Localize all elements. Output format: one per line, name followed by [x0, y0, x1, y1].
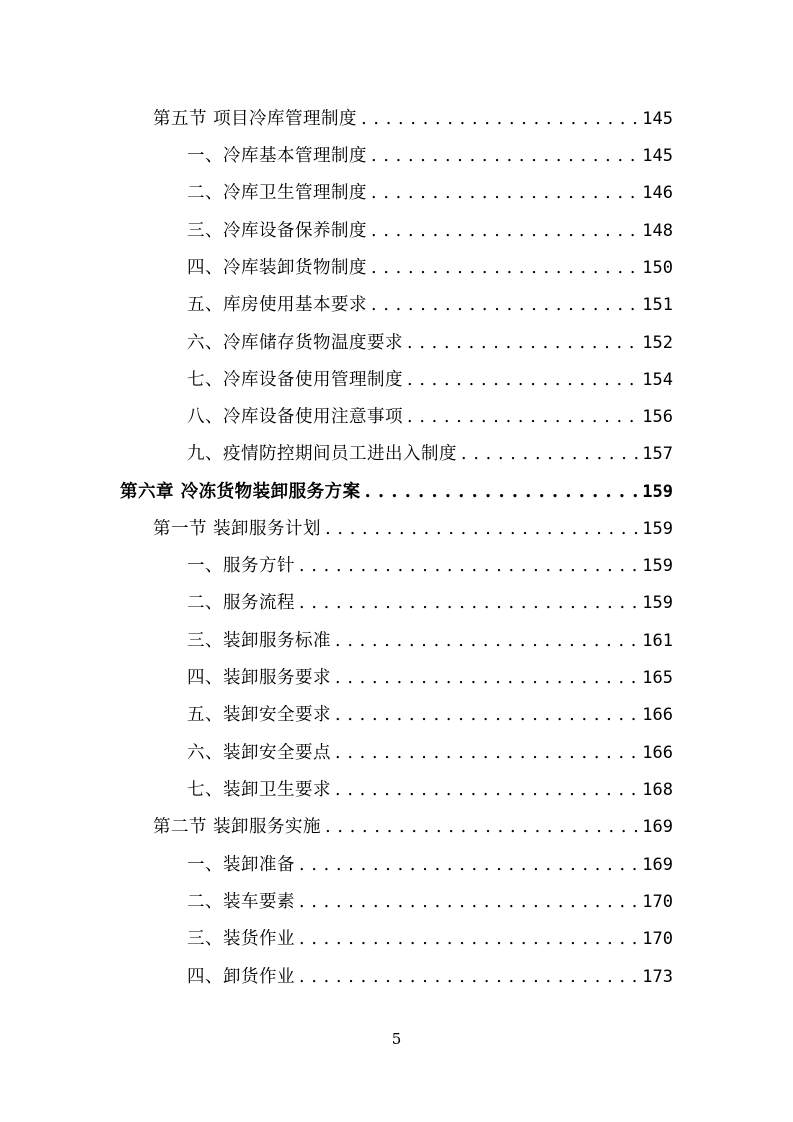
- toc-entry-label: 二、服务流程: [187, 593, 295, 613]
- toc-entry-label: 六、装卸安全要点: [187, 743, 331, 763]
- toc-entry[interactable]: [153, 514, 673, 544]
- toc-entry[interactable]: [187, 216, 673, 246]
- toc-entry-page: 169: [642, 817, 673, 837]
- toc-entry-label: 一、冷库基本管理制度: [187, 146, 367, 166]
- toc-entry[interactable]: [187, 402, 673, 432]
- toc-entry-page: 161: [642, 631, 673, 651]
- toc-entry-label: 四、卸货作业: [187, 967, 295, 987]
- toc-entry[interactable]: [153, 104, 673, 134]
- toc-entry-page: 166: [642, 743, 673, 763]
- toc-entry-page: 145: [642, 146, 673, 166]
- toc-entry-label: 九、疫情防控期间员工进出入制度: [187, 444, 457, 464]
- dot-leader: [299, 588, 638, 618]
- toc-entry[interactable]: [187, 328, 673, 358]
- toc-entry-page: 159: [642, 556, 673, 576]
- toc-chapter-entry[interactable]: [120, 477, 673, 507]
- toc-entry[interactable]: [187, 439, 673, 469]
- dot-leader: [335, 738, 638, 768]
- page-number: 5: [391, 1030, 402, 1048]
- toc-entry-label: 三、冷库设备保养制度: [187, 221, 367, 241]
- dot-leader: [371, 290, 638, 320]
- toc-entry-page: 166: [642, 705, 673, 725]
- toc-entry-page: 165: [642, 668, 673, 688]
- toc-entry[interactable]: [187, 738, 673, 768]
- toc-entry-label: 五、装卸安全要求: [187, 705, 331, 725]
- toc-entry[interactable]: [187, 551, 673, 581]
- dot-leader: [325, 514, 638, 544]
- toc-entry-label: 一、服务方针: [187, 556, 295, 576]
- toc-entry[interactable]: [187, 141, 673, 171]
- dot-leader: [335, 663, 638, 693]
- toc-entry-page: 159: [642, 593, 673, 613]
- toc-entry-page: 152: [642, 333, 673, 353]
- toc-entry[interactable]: [187, 290, 673, 320]
- toc-entry-page: 168: [642, 780, 673, 800]
- dot-leader: [325, 812, 638, 842]
- toc-entry-label: 四、装卸服务要求: [187, 668, 331, 688]
- dot-leader: [299, 850, 638, 880]
- toc-entry-label: 二、装车要素: [187, 892, 295, 912]
- dot-leader: [461, 439, 638, 469]
- toc-entry[interactable]: [153, 812, 673, 842]
- toc-entry-page: 154: [642, 370, 673, 390]
- toc-entry[interactable]: [187, 775, 673, 805]
- toc-entry[interactable]: [187, 253, 673, 283]
- dot-leader: [407, 402, 638, 432]
- toc-entry-label: 第五节 项目冷库管理制度: [153, 109, 358, 129]
- dot-leader: [371, 141, 638, 171]
- toc-entry-page: 150: [642, 258, 673, 278]
- dot-leader: [299, 887, 638, 917]
- toc-entry-label: 第二节 装卸服务实施: [153, 817, 322, 837]
- toc-entry-label: 四、冷库装卸货物制度: [187, 258, 367, 278]
- toc-entry-label: 第六章 冷冻货物装卸服务方案: [120, 482, 361, 502]
- dot-leader: [407, 365, 638, 395]
- toc-entry-label: 五、库房使用基本要求: [187, 295, 367, 315]
- toc-entry-page: 170: [642, 892, 673, 912]
- toc-entry-page: 169: [642, 855, 673, 875]
- toc-entry-page: 148: [642, 221, 673, 241]
- toc-entry-label: 三、装卸服务标准: [187, 631, 331, 651]
- toc-entry[interactable]: [187, 626, 673, 656]
- toc-entry-page: 145: [642, 109, 673, 129]
- toc-entry[interactable]: [187, 850, 673, 880]
- toc-entry-label: 六、冷库储存货物温度要求: [187, 333, 403, 353]
- dot-leader: [335, 626, 638, 656]
- dot-leader: [365, 477, 639, 507]
- toc-entry[interactable]: [187, 700, 673, 730]
- toc-entry[interactable]: [187, 924, 673, 954]
- toc-entry[interactable]: [187, 365, 673, 395]
- toc-entry-label: 二、冷库卫生管理制度: [187, 183, 367, 203]
- dot-leader: [371, 216, 638, 246]
- dot-leader: [371, 178, 638, 208]
- dot-leader: [299, 924, 638, 954]
- dot-leader: [299, 551, 638, 581]
- toc-entry[interactable]: [187, 962, 673, 992]
- toc-entry-label: 三、装货作业: [187, 929, 295, 949]
- toc-entry[interactable]: [187, 663, 673, 693]
- dot-leader: [335, 700, 638, 730]
- toc-entry-label: 八、冷库设备使用注意事项: [187, 407, 403, 427]
- toc-entry-page: 151: [642, 295, 673, 315]
- dot-leader: [335, 775, 638, 805]
- dot-leader: [371, 253, 638, 283]
- toc-entry-page: 156: [642, 407, 673, 427]
- toc-entry[interactable]: [187, 178, 673, 208]
- toc-entry-label: 七、冷库设备使用管理制度: [187, 370, 403, 390]
- toc-entry-page: 173: [642, 967, 673, 987]
- toc-entry-page: 159: [642, 519, 673, 539]
- dot-leader: [299, 962, 638, 992]
- toc-entry-page: 146: [642, 183, 673, 203]
- dot-leader: [407, 328, 638, 358]
- toc-entry[interactable]: [187, 887, 673, 917]
- dot-leader: [361, 104, 638, 134]
- toc-entry-page: 170: [642, 929, 673, 949]
- toc-entry-label: 七、装卸卫生要求: [187, 780, 331, 800]
- toc-entry-page: 157: [642, 444, 673, 464]
- toc-entry-label: 第一节 装卸服务计划: [153, 519, 322, 539]
- toc-entry-label: 一、装卸准备: [187, 855, 295, 875]
- toc-entry-page: 159: [642, 482, 673, 502]
- toc-entry[interactable]: [187, 588, 673, 618]
